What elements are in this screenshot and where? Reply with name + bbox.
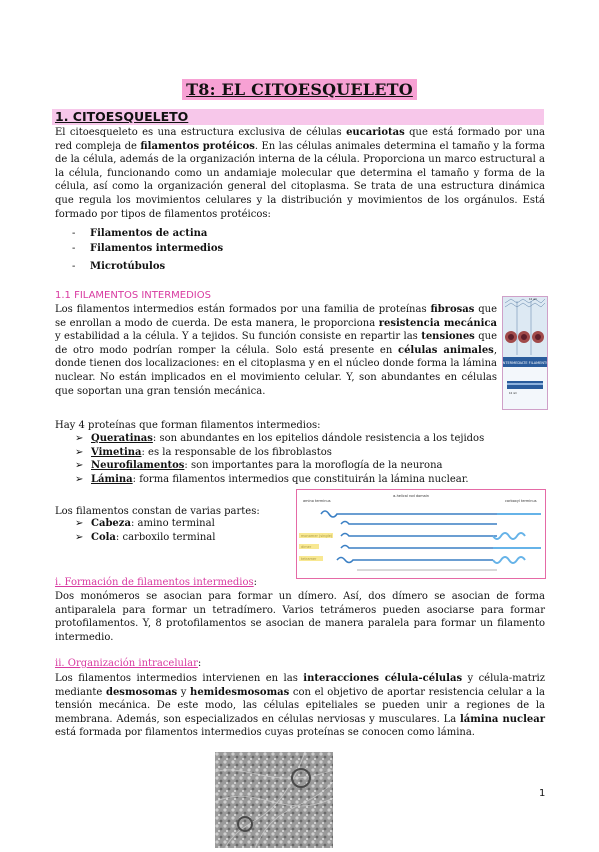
page-title <box>0 80 599 99</box>
list-item: ➢ Lámina: forma filamentos intermedios que constituirán la lámina nuclear. <box>75 473 484 487</box>
section-heading: 1. CITOESQUELETO <box>55 109 189 124</box>
svg-text:INTERMEDIATE FILAMENTS: INTERMEDIATE FILAMENTS <box>503 361 547 365</box>
list-item: ➢ Queratinas: son abundantes en los epitelios dándole resistencia a los tejidos <box>75 432 484 446</box>
formation-paragraph: Dos monómeros se asocian para formar un dímero. Así, dos dímero se asocian de forma antiparalela para formar un tetradímero. Varios tetrámeros pueden asociarse para formar protofilamentos. Y, 8 protofilamentos se asocian de manera paralela para formar un filamento intermedio. <box>55 591 545 643</box>
svg-text:10 nm: 10 nm <box>509 392 517 395</box>
subsection-heading: 1.1 FILAMENTOS INTERMEDIOS <box>55 290 211 301</box>
parts-intro: Los filamentos constan de varias partes: <box>55 506 260 517</box>
list-item: ➢ Cabeza: amino terminal <box>75 517 215 531</box>
svg-text:10 µm: 10 µm <box>528 298 537 301</box>
filament-assembly-figure <box>296 489 546 579</box>
filament-types-list <box>72 226 223 274</box>
proteins-intro: Hay 4 proteínas que forman filamentos intermedios: <box>55 420 321 431</box>
list-item: - Filamentos de actina <box>72 226 223 241</box>
intermediate-filaments-paragraph: Los filamentos intermedios están formados por una familia de proteínas fibrosas que se enrollan a modo de cuerda. De esta manera, le proporciona resistencia mecánica y estabilidad a la célula. Y a tejidos. Su función consiste en repartir las tensiones que de otro modo podrían romper la célula. Solo está presente en células animales, donde tienen dos localizaciones: en el citoplasma y en el núcleo donde forma la lámina nuclear. No están implicados en el movimiento celular. Y, son abundantes en células que soportan una gran tensión mecánica. <box>55 304 497 397</box>
subsection-ii-heading: ii. Organización intracelular: <box>55 658 202 669</box>
epithelial-cells-figure <box>502 296 548 410</box>
svg-text:carboxyl terminus: carboxyl terminus <box>505 499 537 503</box>
list-item: ➢ Vimetina: es la responsable de los fibroblastos <box>75 446 484 460</box>
list-item: ➢ Cola: carboxilo terminal <box>75 531 215 545</box>
list-item: - Filamentos intermedios <box>72 241 223 256</box>
subsection-i-heading: i. Formación de filamentos intermedios: <box>55 577 258 588</box>
organization-paragraph: Los filamentos intermedios intervienen en las interacciones célula-células y célula-matriz mediante desmosomas y hemidesmosomas con el objetivo de aportar resistencia celular a la tensión mecánica. De este modo, las células epiteliales se pueden unir a regiones de la membrana. Además, son especializados en células nerviosas y musculares. La lámina nuclear está formada por filamentos intermedios cuyas proteínas se conocen como lámina. <box>55 673 545 739</box>
page-number: 1 <box>539 788 546 799</box>
svg-text:amino terminus: amino terminus <box>303 499 331 503</box>
list-item: - Microtúbulos <box>72 259 223 274</box>
proteins-list <box>75 432 484 486</box>
list-item: ➢ Neurofilamentos: son importantes para la moroflogía de la neurona <box>75 459 484 473</box>
parts-list <box>75 517 215 545</box>
intro-paragraph: El citoesqueleto es una estructura exclusiva de células eucariotas que está formado por una red compleja de filamentos protéicos. En las células animales determina el tamaño y la forma de la célula, además de la organización interna de la célula. Proporciona un marco estructural a la célula, funcionando como un andamiaje molecular que determina el tamaño y forma de la célula, así como la organización general del citoplasma. Se trata de una estructura dinámica que regula los movimientos celulares y la distribución y movimientos de los orgánulos. Está formado por tipos de filamentos protéicos: <box>55 127 546 220</box>
page-title-text: T8: EL CITOESQUELETO <box>182 79 417 100</box>
micrograph-image <box>215 752 333 848</box>
svg-text:α-helical rod domain: α-helical rod domain <box>393 494 429 498</box>
